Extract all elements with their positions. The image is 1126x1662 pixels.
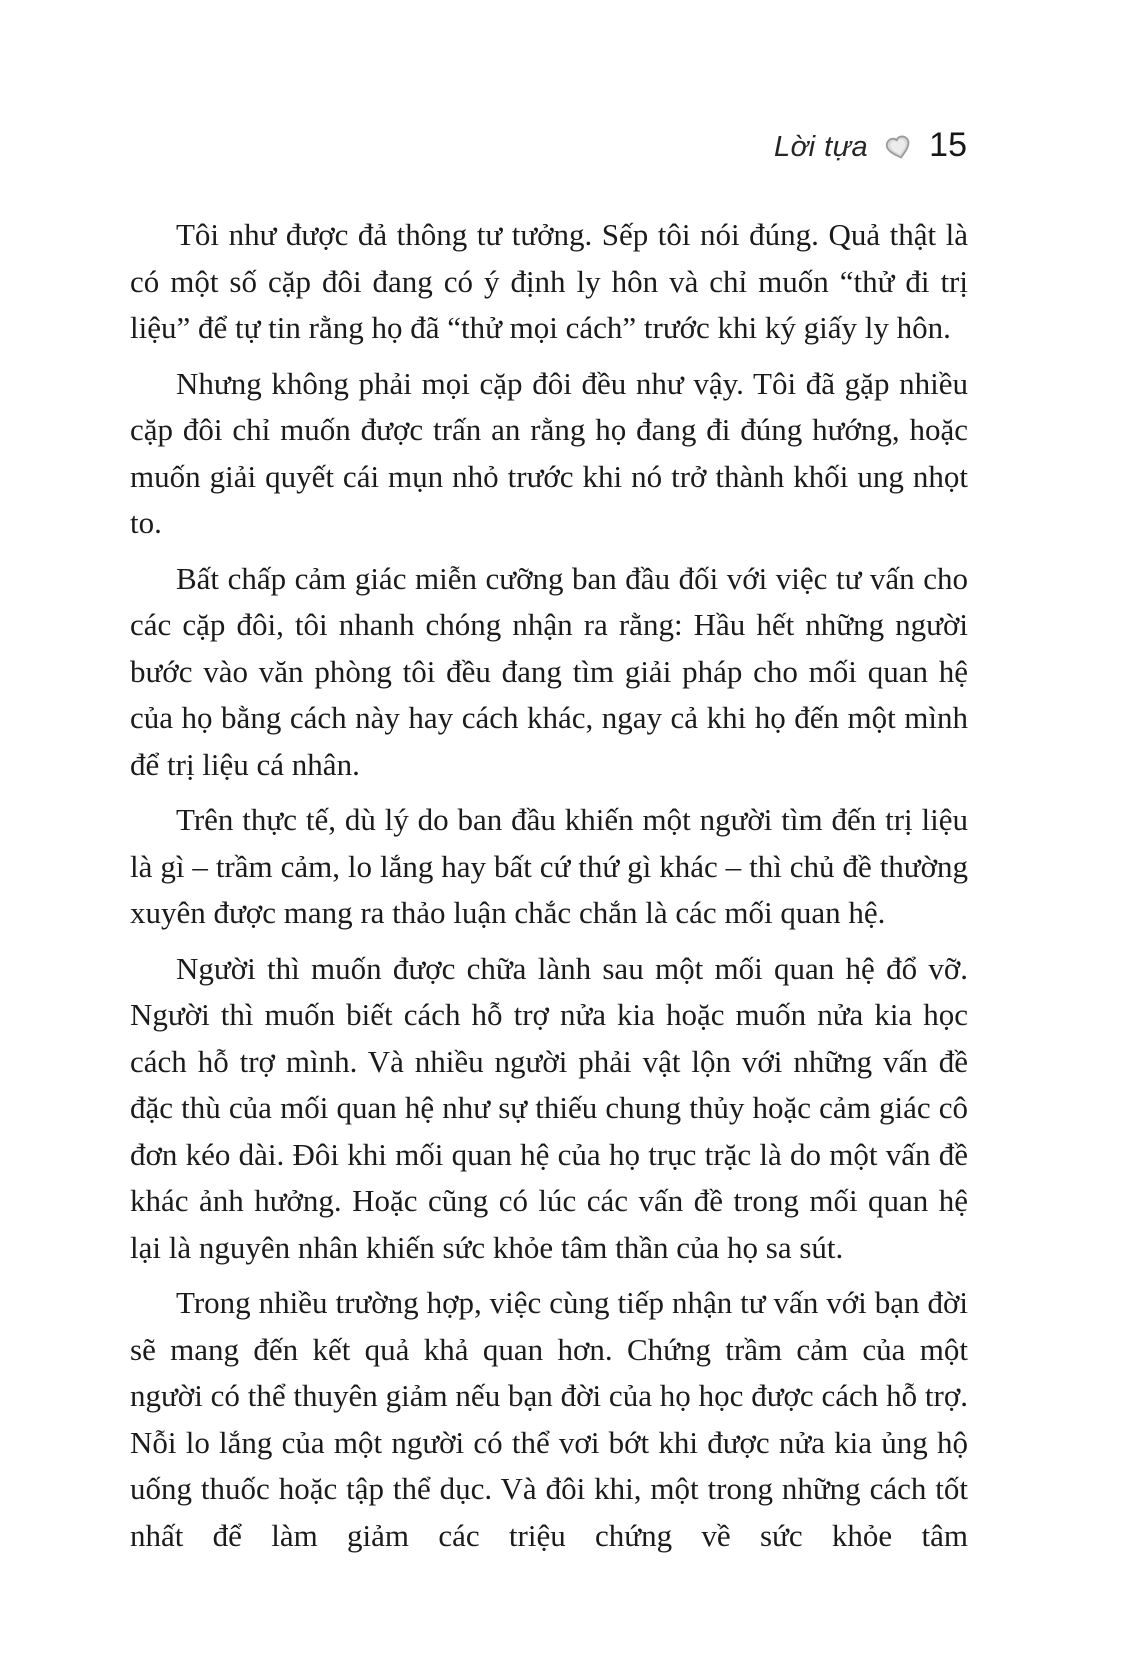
- paragraph-4: Trên thực tế, dù lý do ban đầu khiến một người tìm đến trị liệu là gì – trầm cảm, lo lắng hay bất cứ thứ gì khác – thì chủ đề thường xuyên được mang ra thảo luận chắc chắn là các mối quan hệ.: [130, 802, 968, 930]
- section-title: Lời tựa: [773, 131, 869, 163]
- paragraph-2: Nhưng không phải mọi cặp đôi đều như vậy. Tôi đã gặp nhiều cặp đôi chỉ muốn được trấn an rằng họ đang đi đúng hướng, hoặc muốn giải quyết cái mụn nhỏ trước khi nó trở thành khối ung nhọt to.: [130, 365, 968, 540]
- paragraph-6: Trong nhiều trường hợp, việc cùng tiếp nhận tư vấn với bạn đời sẽ mang đến kết quả khả quan hơn. Chứng trầm cảm của một người có thể thuyên giảm nếu bạn đời của họ học được cách hỗ trợ. Nỗi lo lắng của một người có thể vơi bớt khi được nửa kia ủng hộ uống thuốc hoặc tập thể dục. Và đôi khi, một trong những cách tốt nhất để làm giảm các triệu chứng về sức khỏe tâm: [130, 1285, 968, 1553]
- page-body: [130, 212, 968, 1568]
- paragraph-5: Người thì muốn được chữa lành sau một mối quan hệ đổ vỡ. Người thì muốn biết cách hỗ trợ nửa kia hoặc muốn nửa kia học cách hỗ trợ mình. Và nhiều người phải vật lộn với những vấn đề đặc thù của mối quan hệ như sự thiếu chung thủy hoặc cảm giác cô đơn kéo dài. Đôi khi mối quan hệ của họ trục trặc là do một vấn đề khác ảnh hưởng. Hoặc cũng có lúc các vấn đề trong mối quan hệ lại là nguyên nhân khiến sức khỏe tâm thần của họ sa sút.: [130, 950, 968, 1265]
- heart-icon: [885, 135, 912, 160]
- page-number: 15: [929, 126, 967, 164]
- running-header: [774, 128, 967, 162]
- paragraph-1: Tôi như được đả thông tư tưởng. Sếp tôi nói đúng. Quả thật là có một số cặp đôi đang có ý định ly hôn và chỉ muốn “thử đi trị liệu” để tự tin rằng họ đã “thử mọi cách” trước khi ký giấy ly hôn.: [130, 217, 968, 345]
- paragraph-3: Bất chấp cảm giác miễn cưỡng ban đầu đối với việc tư vấn cho các cặp đôi, tôi nhanh chóng nhận ra rằng: Hầu hết những người bước vào văn phòng tôi đều đang tìm giải pháp cho mối quan hệ của họ bằng cách này hay cách khác, ngay cả khi họ đến một mình để trị liệu cá nhân.: [130, 560, 968, 782]
